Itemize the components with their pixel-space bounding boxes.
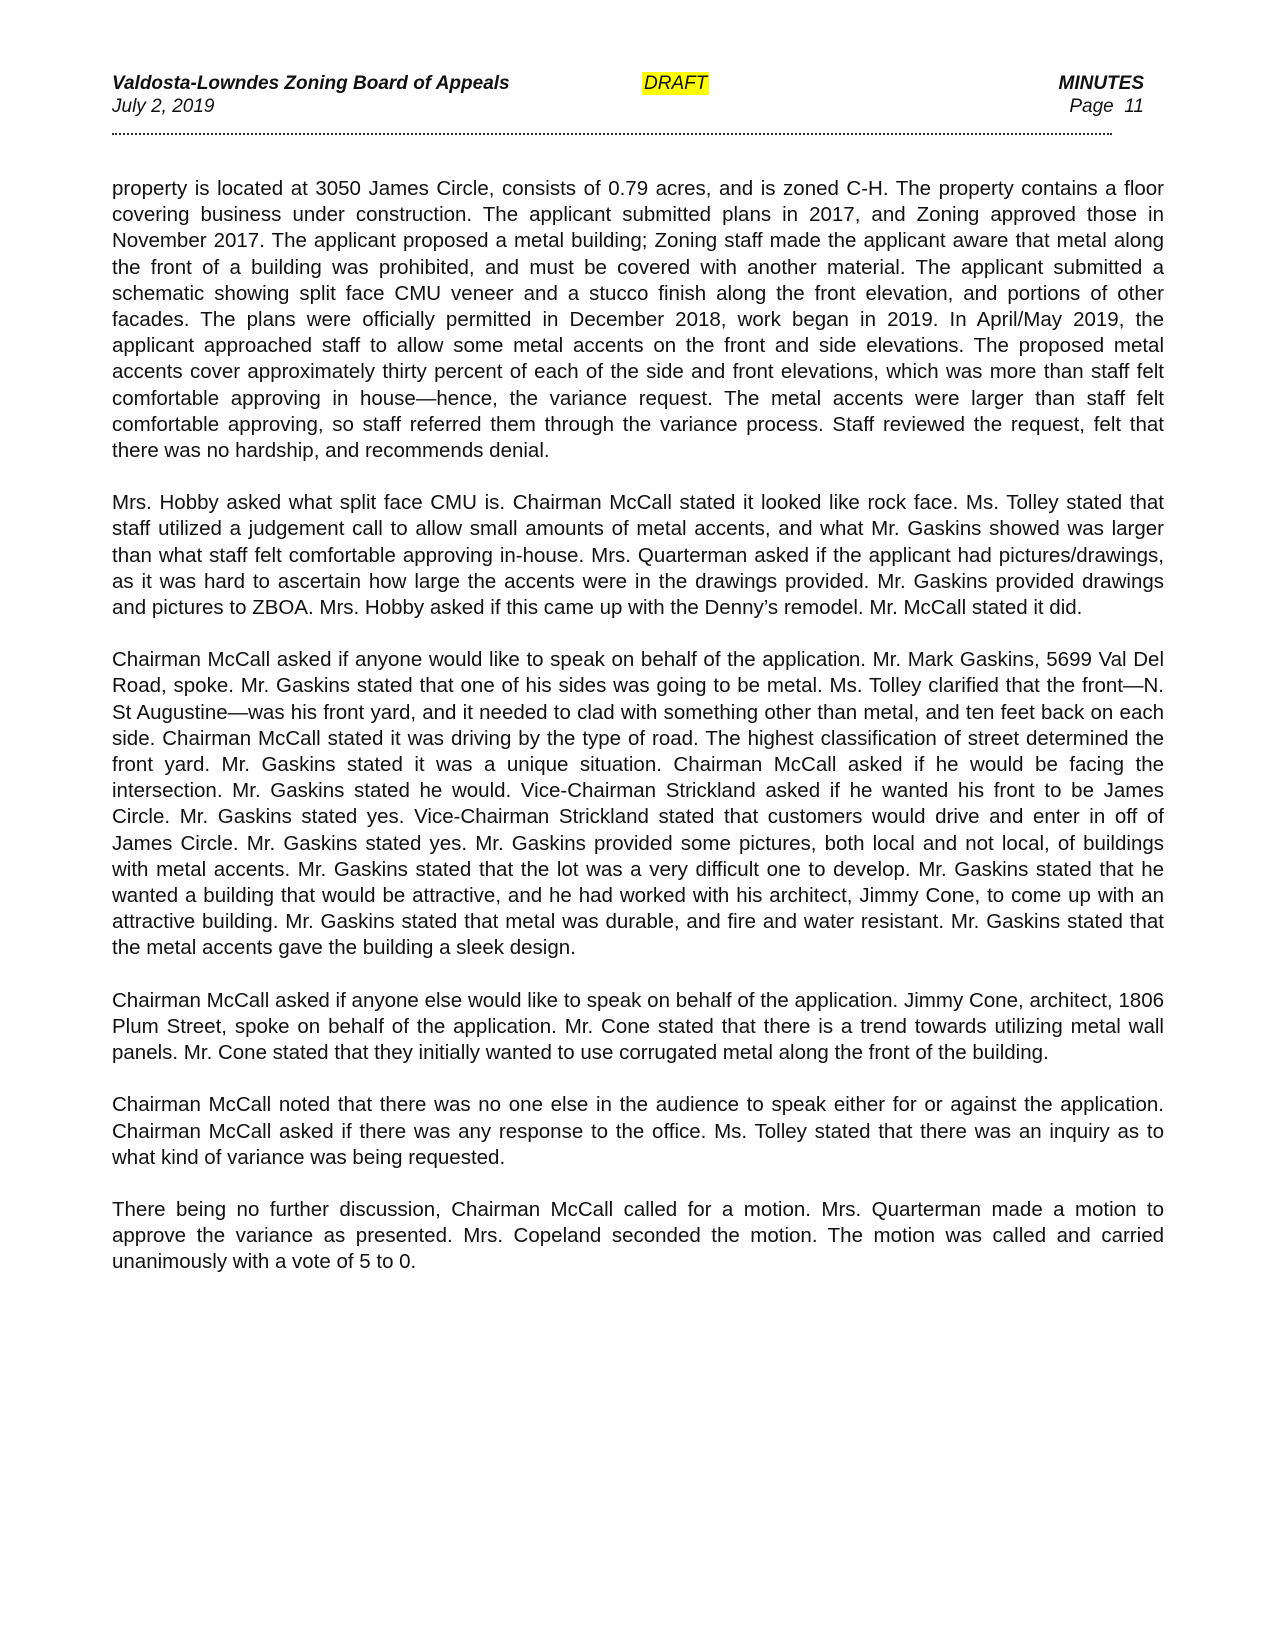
meeting-date: July 2, 2019 <box>112 96 215 117</box>
page-number: Page 11 <box>1069 96 1144 117</box>
draft-label: DRAFT <box>644 73 708 94</box>
paragraph-public-comment: Chairman McCall noted that there was no one else in the audience to speak either for or against the application. Chairman McCall asked if there was any response to the office. Ms. Tolley stated that there was an inquiry as to what kind of variance was being requested. <box>112 1093 1164 1169</box>
header-divider <box>112 133 1112 135</box>
header-row-top <box>112 72 1144 95</box>
header-row-bottom <box>112 95 1144 118</box>
paragraph-motion: There being no further discussion, Chairman McCall called for a motion. Mrs. Quarterman made a motion to approve the variance as presented. Mrs. Copeland seconded the motion. The motion was called and carried unanimously with a vote of 5 to 0. <box>112 1197 1164 1274</box>
paragraph-architect-testimony: Chairman McCall asked if anyone else would like to speak on behalf of the application. Jimmy Cone, architect, 1806 Plum Street, spoke on behalf of the application. Mr. Cone stated that there is a trend towards utilizing metal wall panels. Mr. Cone stated that they initially wanted to use corrugated metal along the front of the building. <box>112 988 1164 1065</box>
minutes-body <box>112 176 1164 1302</box>
page-header <box>112 72 1144 118</box>
paragraph-board-questions: Mrs. Hobby asked what split face CMU is. Chairman McCall stated it looked like rock face. Ms. Tolley stated that staff utilized a judgement call to allow small amounts of metal accents, and what Mr. Gaskins showed was larger than what staff felt comfortable approving in-house. Mrs. Quarterman asked if the applicant had pictures/drawings, as it was hard to ascertain how large the accents were in the drawings provided. Mr. Gaskins provided drawings and pictures to ZBOA. Mrs. Hobby asked if this came up with the Denny’s remodel. Mr. McCall stated it did. <box>112 491 1164 620</box>
paragraph-staff-report: property is located at 3050 James Circle, consists of 0.79 acres, and is zoned C-H. The property contains a floor covering business under construction. The applicant submitted plans in 2017, and Zoning approved those in November 2017. The applicant proposed a metal building; Zoning staff made the applicant aware that metal along the front of a building was prohibited, and must be covered with another material. The applicant submitted a schematic showing split face CMU veneer and a stucco finish along the front elevation, and portions of other facades. The plans were officially permitted in December 2018, work began in 2019. In April/May 2019, the applicant approached staff to allow some metal accents on the front and side elevations. The proposed metal accents cover approximately thirty percent of each of the side and front elevations, which was more than staff felt comfortable approving in house—hence, the variance request. The metal accents were larger than staff felt comfortable approving, so staff referred them through the variance process. Staff reviewed the request, felt that there was no hardship, and recommends denial. <box>112 177 1164 463</box>
organization-name: Valdosta-Lowndes Zoning Board of Appeals <box>112 73 510 94</box>
paragraph-applicant-testimony: Chairman McCall asked if anyone would like to speak on behalf of the application. Mr. Mark Gaskins, 5699 Val Del Road, spoke. Mr. Gaskins stated that one of his sides was going to be metal. Ms. Tolley clarified that the front—N. St Augustine—was his front yard, and it needed to clad with something other than metal, and ten feet back on each side. Chairman McCall stated it was driving by the type of road. The highest classification of street determined the front yard. Mr. Gaskins stated it was a unique situation. Chairman McCall asked if he would be facing the intersection. Mr. Gaskins stated he would. Vice-Chairman Strickland asked if he wanted his front to be James Circle. Mr. Gaskins stated yes. Vice-Chairman Strickland stated that customers would drive and enter in off of James Circle. Mr. Gaskins stated yes. Mr. Gaskins provided some pictures, both local and not local, of buildings with metal accents. Mr. Gaskins stated that the lot was a very difficult one to develop. Mr. Gaskins stated that he wanted a building that would be attractive, and he had worked with his architect, Jimmy Cone, to come up with an attractive building. Mr. Gaskins stated that metal was durable, and fire and water resistant. Mr. Gaskins stated that the metal accents gave the building a sleek design. <box>112 648 1164 960</box>
document-type: MINUTES <box>1058 73 1144 94</box>
